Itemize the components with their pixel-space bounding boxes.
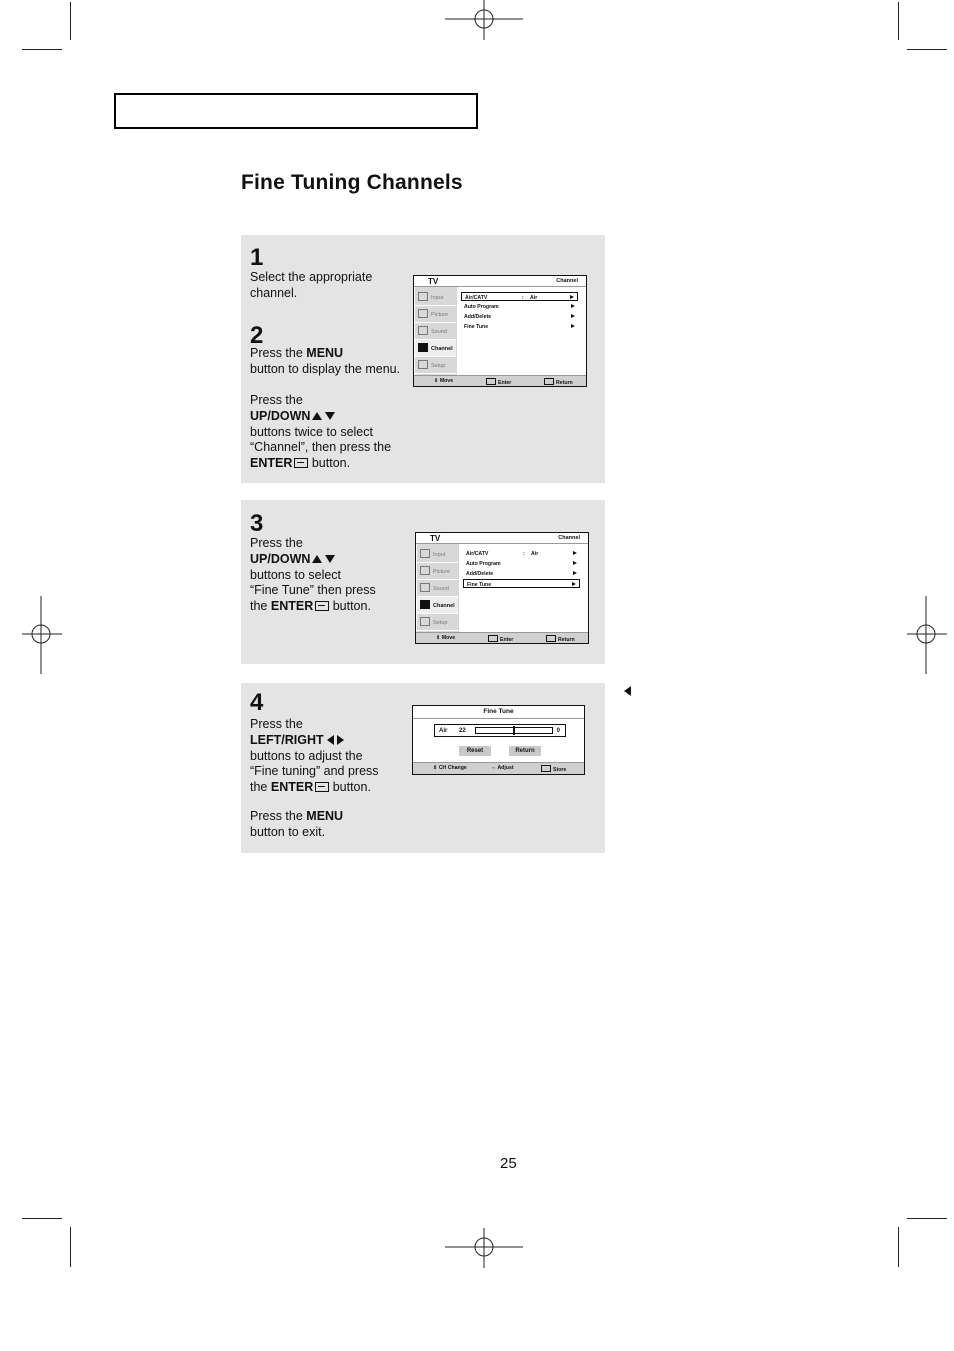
screen-section-label: Channel	[558, 535, 580, 541]
sidebar-item-sound: Sound	[417, 580, 458, 597]
footer-return: Return	[544, 378, 573, 386]
screen-header	[416, 533, 588, 544]
enter-icon	[315, 601, 329, 611]
up-arrow-icon	[312, 555, 322, 563]
step-line: Press the MENU	[250, 346, 344, 360]
setup-icon	[418, 360, 428, 369]
speaker-icon	[420, 583, 430, 592]
step-line: “Channel”, then press the	[250, 440, 392, 455]
menu-row-fine-tune: Fine Tune	[463, 579, 580, 588]
input-icon	[418, 292, 428, 301]
fine-tune-dialog	[412, 705, 585, 775]
enter-icon	[541, 765, 551, 772]
step-line: UP/DOWN	[250, 552, 376, 568]
step-line: Press the	[250, 717, 303, 731]
fine-tune-slider	[475, 727, 553, 734]
sidebar-item-setup: Setup	[415, 357, 456, 374]
sidebar-item-channel: Channel	[417, 597, 458, 614]
menu-row-air-catv: Air/CATV : Air	[461, 292, 578, 301]
step-line: buttons to select	[250, 567, 342, 582]
screen-section-label: Channel	[556, 278, 578, 284]
screen-tv-label: TV	[428, 277, 439, 286]
step-line: the ENTER button.	[250, 599, 371, 614]
right-arrow-icon	[571, 304, 575, 308]
step-number: 4	[250, 689, 264, 716]
antenna-icon	[420, 600, 430, 609]
setup-icon	[420, 617, 430, 626]
menu-row-auto-program: Auto Program	[463, 559, 580, 568]
screen-sidebar	[417, 544, 459, 632]
step-line: buttons to adjust the	[250, 748, 363, 763]
step-line: Press the	[250, 393, 303, 407]
leftright-icon: ⇔	[491, 765, 497, 771]
right-arrow-icon	[572, 582, 576, 586]
crop-mark	[70, 2, 71, 40]
screen-tv-label: TV	[430, 534, 441, 543]
step-text	[250, 536, 376, 615]
step-number: 3	[250, 510, 264, 537]
crop-mark	[22, 1218, 62, 1219]
right-arrow-icon	[571, 324, 575, 328]
step-line: LEFT/RIGHT	[250, 733, 379, 749]
screen-sidebar	[415, 287, 457, 375]
registration-mark-icon	[22, 596, 62, 674]
updown-icon: ⇕	[433, 765, 438, 771]
sidebar-item-channel: Channel	[415, 340, 456, 357]
step-line: Press the	[250, 536, 303, 550]
sidebar-item-sound: Sound	[415, 323, 456, 340]
menu-row-add-delete: Add/Delete	[463, 569, 580, 578]
footer-adjust: ⇔ Adjust	[491, 765, 514, 771]
right-arrow-icon	[573, 561, 577, 565]
crop-mark	[22, 49, 62, 50]
updown-icon: ⇕	[436, 635, 441, 641]
registration-mark-icon	[445, 1228, 523, 1268]
step-line: ENTER button.	[250, 456, 351, 471]
step-text	[250, 270, 372, 302]
crop-mark	[70, 1227, 71, 1267]
page-title: Fine Tuning Channels	[241, 171, 463, 194]
picture-icon	[418, 309, 428, 318]
step-line: the ENTER button.	[250, 780, 371, 795]
footer-move: ⇕ Move	[434, 378, 454, 384]
step-text	[250, 809, 343, 841]
enter-icon	[294, 458, 308, 468]
menu-row-add-delete: Add/Delete	[461, 312, 578, 321]
enter-icon	[486, 378, 496, 385]
crop-mark	[907, 49, 947, 50]
registration-mark-icon	[907, 596, 947, 674]
sidebar-item-input: Input	[415, 289, 456, 306]
right-arrow-icon	[571, 314, 575, 318]
sidebar-item-input: Input	[417, 546, 458, 563]
menu-row-air-catv: Air/CATV : Air	[463, 549, 580, 558]
footer-move: ⇕ Move	[436, 635, 456, 641]
fine-tune-title: Fine Tune	[413, 706, 584, 719]
sidebar-item-picture: Picture	[415, 306, 456, 323]
sidebar-item-setup: Setup	[417, 614, 458, 631]
step-line: button to display the menu.	[250, 361, 401, 376]
step-text	[250, 346, 400, 378]
antenna-icon	[418, 343, 428, 352]
tv-menu-screen	[415, 532, 589, 644]
registration-mark-icon	[445, 0, 523, 40]
enter-icon	[315, 782, 329, 792]
step-text	[250, 717, 379, 796]
reset-button: Reset	[459, 746, 491, 756]
footer-enter: Enter	[486, 378, 511, 386]
step-line: UP/DOWN	[250, 409, 391, 425]
footer-enter: Enter	[488, 635, 513, 643]
picture-icon	[420, 566, 430, 575]
left-arrow-marker-icon	[624, 686, 631, 696]
left-arrow-icon	[327, 735, 334, 745]
step-line: Select the appropriate	[250, 270, 373, 284]
sidebar-item-picture: Picture	[417, 563, 458, 580]
down-arrow-icon	[325, 412, 335, 420]
right-arrow-icon	[573, 571, 577, 575]
input-icon	[420, 549, 430, 558]
fine-tune-footer	[413, 762, 584, 774]
right-arrow-icon	[570, 295, 574, 299]
screen-header	[414, 276, 586, 287]
step-line: buttons twice to select	[250, 424, 373, 439]
step-line: Press the MENU	[250, 809, 344, 823]
step-line: button to exit.	[250, 824, 326, 839]
fine-tune-channel: 22	[459, 727, 466, 734]
return-icon	[546, 635, 556, 642]
crop-mark	[898, 1227, 899, 1267]
fine-tune-source: Air	[439, 727, 448, 734]
fine-tune-slider-knob	[513, 726, 515, 735]
speaker-icon	[418, 326, 428, 335]
step-line: “Fine tuning” and press	[250, 764, 379, 779]
footer-ch-change: ⇕ CH Change	[433, 765, 467, 771]
footer-store: Store	[541, 765, 566, 773]
tv-menu-screen	[413, 275, 587, 387]
step-text	[250, 393, 391, 472]
crop-mark	[898, 2, 899, 40]
step-line: “Fine Tune” then press	[250, 583, 376, 598]
step-number: 1	[250, 244, 264, 271]
crop-mark	[907, 1218, 947, 1219]
step-number: 2	[250, 322, 264, 349]
right-arrow-icon	[573, 551, 577, 555]
up-arrow-icon	[312, 412, 322, 420]
fine-tune-bar	[434, 724, 566, 737]
footer-return: Return	[546, 635, 575, 643]
page-number: 25	[500, 1155, 517, 1172]
step-line: channel.	[250, 285, 298, 300]
screen-footer	[414, 375, 586, 386]
header-box	[114, 93, 478, 129]
enter-icon	[488, 635, 498, 642]
menu-row-auto-program: Auto Program	[461, 302, 578, 311]
updown-icon: ⇕	[434, 378, 439, 384]
fine-tune-value: 0	[556, 727, 560, 734]
return-button: Return	[509, 746, 541, 756]
right-arrow-icon	[337, 735, 344, 745]
return-icon	[544, 378, 554, 385]
down-arrow-icon	[325, 555, 335, 563]
menu-row-fine-tune: Fine Tune	[461, 322, 578, 331]
screen-footer	[416, 632, 588, 643]
